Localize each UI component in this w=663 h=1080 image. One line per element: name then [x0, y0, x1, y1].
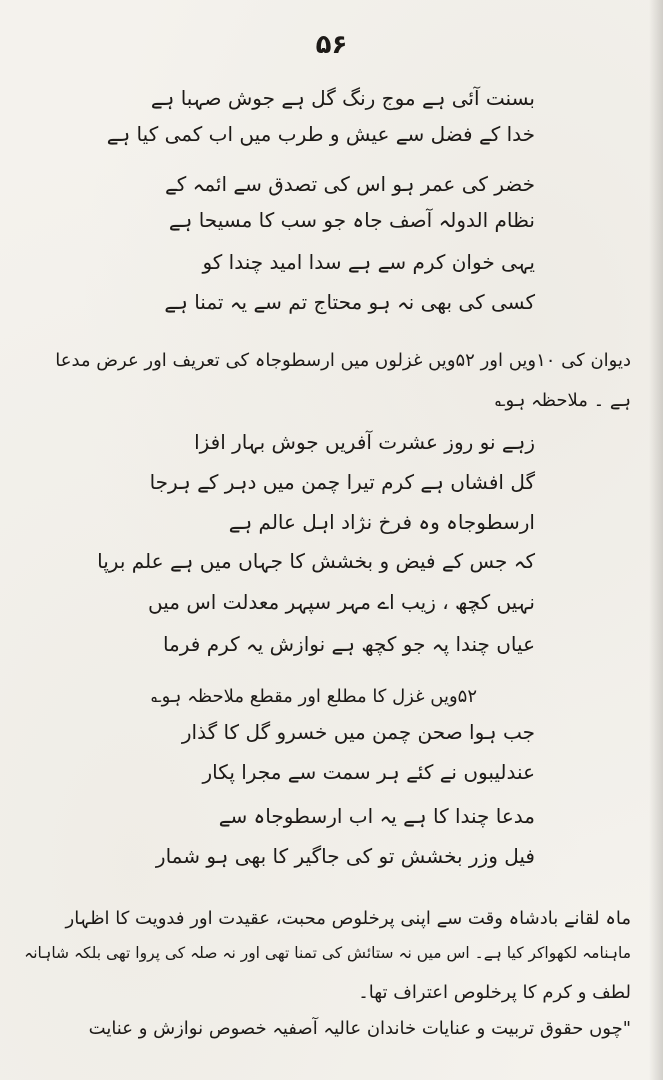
- prose-line: "چوں حقوق تربیت و عنایات خاندان عالیہ آصفیہ خصوص نوازش و عنایت: [88, 1018, 631, 1039]
- prose-line: ۵۲ویں غزل کا مطلع اور مقطع ملاحظہ ہو؎: [151, 686, 477, 707]
- verse-line: نہیں کچھ ، زیب اے مہر سپہر معدلت اس میں: [148, 590, 535, 614]
- verse-line: یہی خوان کرم سے ہے سدا امید چندا کو: [202, 250, 535, 274]
- verse-line: مدعا چندا کا ہے یہ اب ارسطوجاہ سے: [218, 804, 535, 828]
- prose-line: لطف و کرم کا پرخلوص اعتراف تھا۔: [358, 982, 631, 1003]
- verse-line: ارسطوجاہ وہ فرخ نژاد اہل عالم ہے: [228, 510, 535, 534]
- prose-line: دیوان کی ۱۰ویں اور ۵۲ویں غزلوں میں ارسطوجاہ کی تعریف اور عرض مدعا: [55, 350, 631, 371]
- prose-line: ماہنامہ لکھواکر کیا ہے۔ اس میں نہ ستائش کی تمنا تھی اور نہ صلہ کی پروا تھی بلکہ شاہانہ: [24, 944, 631, 962]
- page-number: ۵۶: [315, 30, 348, 60]
- verse-line: خضر کی عمر ہو اس کی تصدق سے ائمہ کے: [165, 172, 535, 196]
- verse-line: فیل وزر بخشش تو کی جاگیر کا بھی ہو شمار: [155, 844, 535, 868]
- verse-line: گل افشاں ہے کرم تیرا چمن میں دہر کے ہرجا: [149, 470, 535, 494]
- verse-line: خدا کے فضل سے عیش و طرب میں اب کمی کیا ہے: [106, 122, 535, 146]
- verse-line: عیاں چندا پہ جو کچھ ہے نوازش یہ کرم فرما: [162, 632, 535, 656]
- page-edge-shadow: [649, 0, 663, 1080]
- verse-line: نظام الدولہ آصف جاہ جو سب کا مسیحا ہے: [168, 208, 535, 232]
- verse-line: زہے نو روز عشرت آفریں جوش بہار افزا: [194, 430, 535, 454]
- verse-line: جب ہوا صحن چمن میں خسرو گل کا گذار: [181, 720, 535, 744]
- prose-line: ہے ۔ ملاحظہ ہو؎: [494, 390, 631, 411]
- verse-line: بسنت آئی ہے موج رنگ گل ہے جوش صہبا ہے: [150, 86, 535, 110]
- prose-line: ماہ لقانے بادشاہ وقت سے اپنی پرخلوص محبت، عقیدت اور فدویت کا اظہار: [65, 908, 631, 929]
- verse-line: عندلیبوں نے کئے ہر سمت سے مجرا پکار: [202, 760, 535, 784]
- verse-line: کہ جس کے فیض و بخشش کا جہاں میں ہے علم برپا: [97, 549, 535, 573]
- verse-line: کسی کی بھی نہ ہو محتاج تم سے یہ تمنا ہے: [164, 290, 535, 314]
